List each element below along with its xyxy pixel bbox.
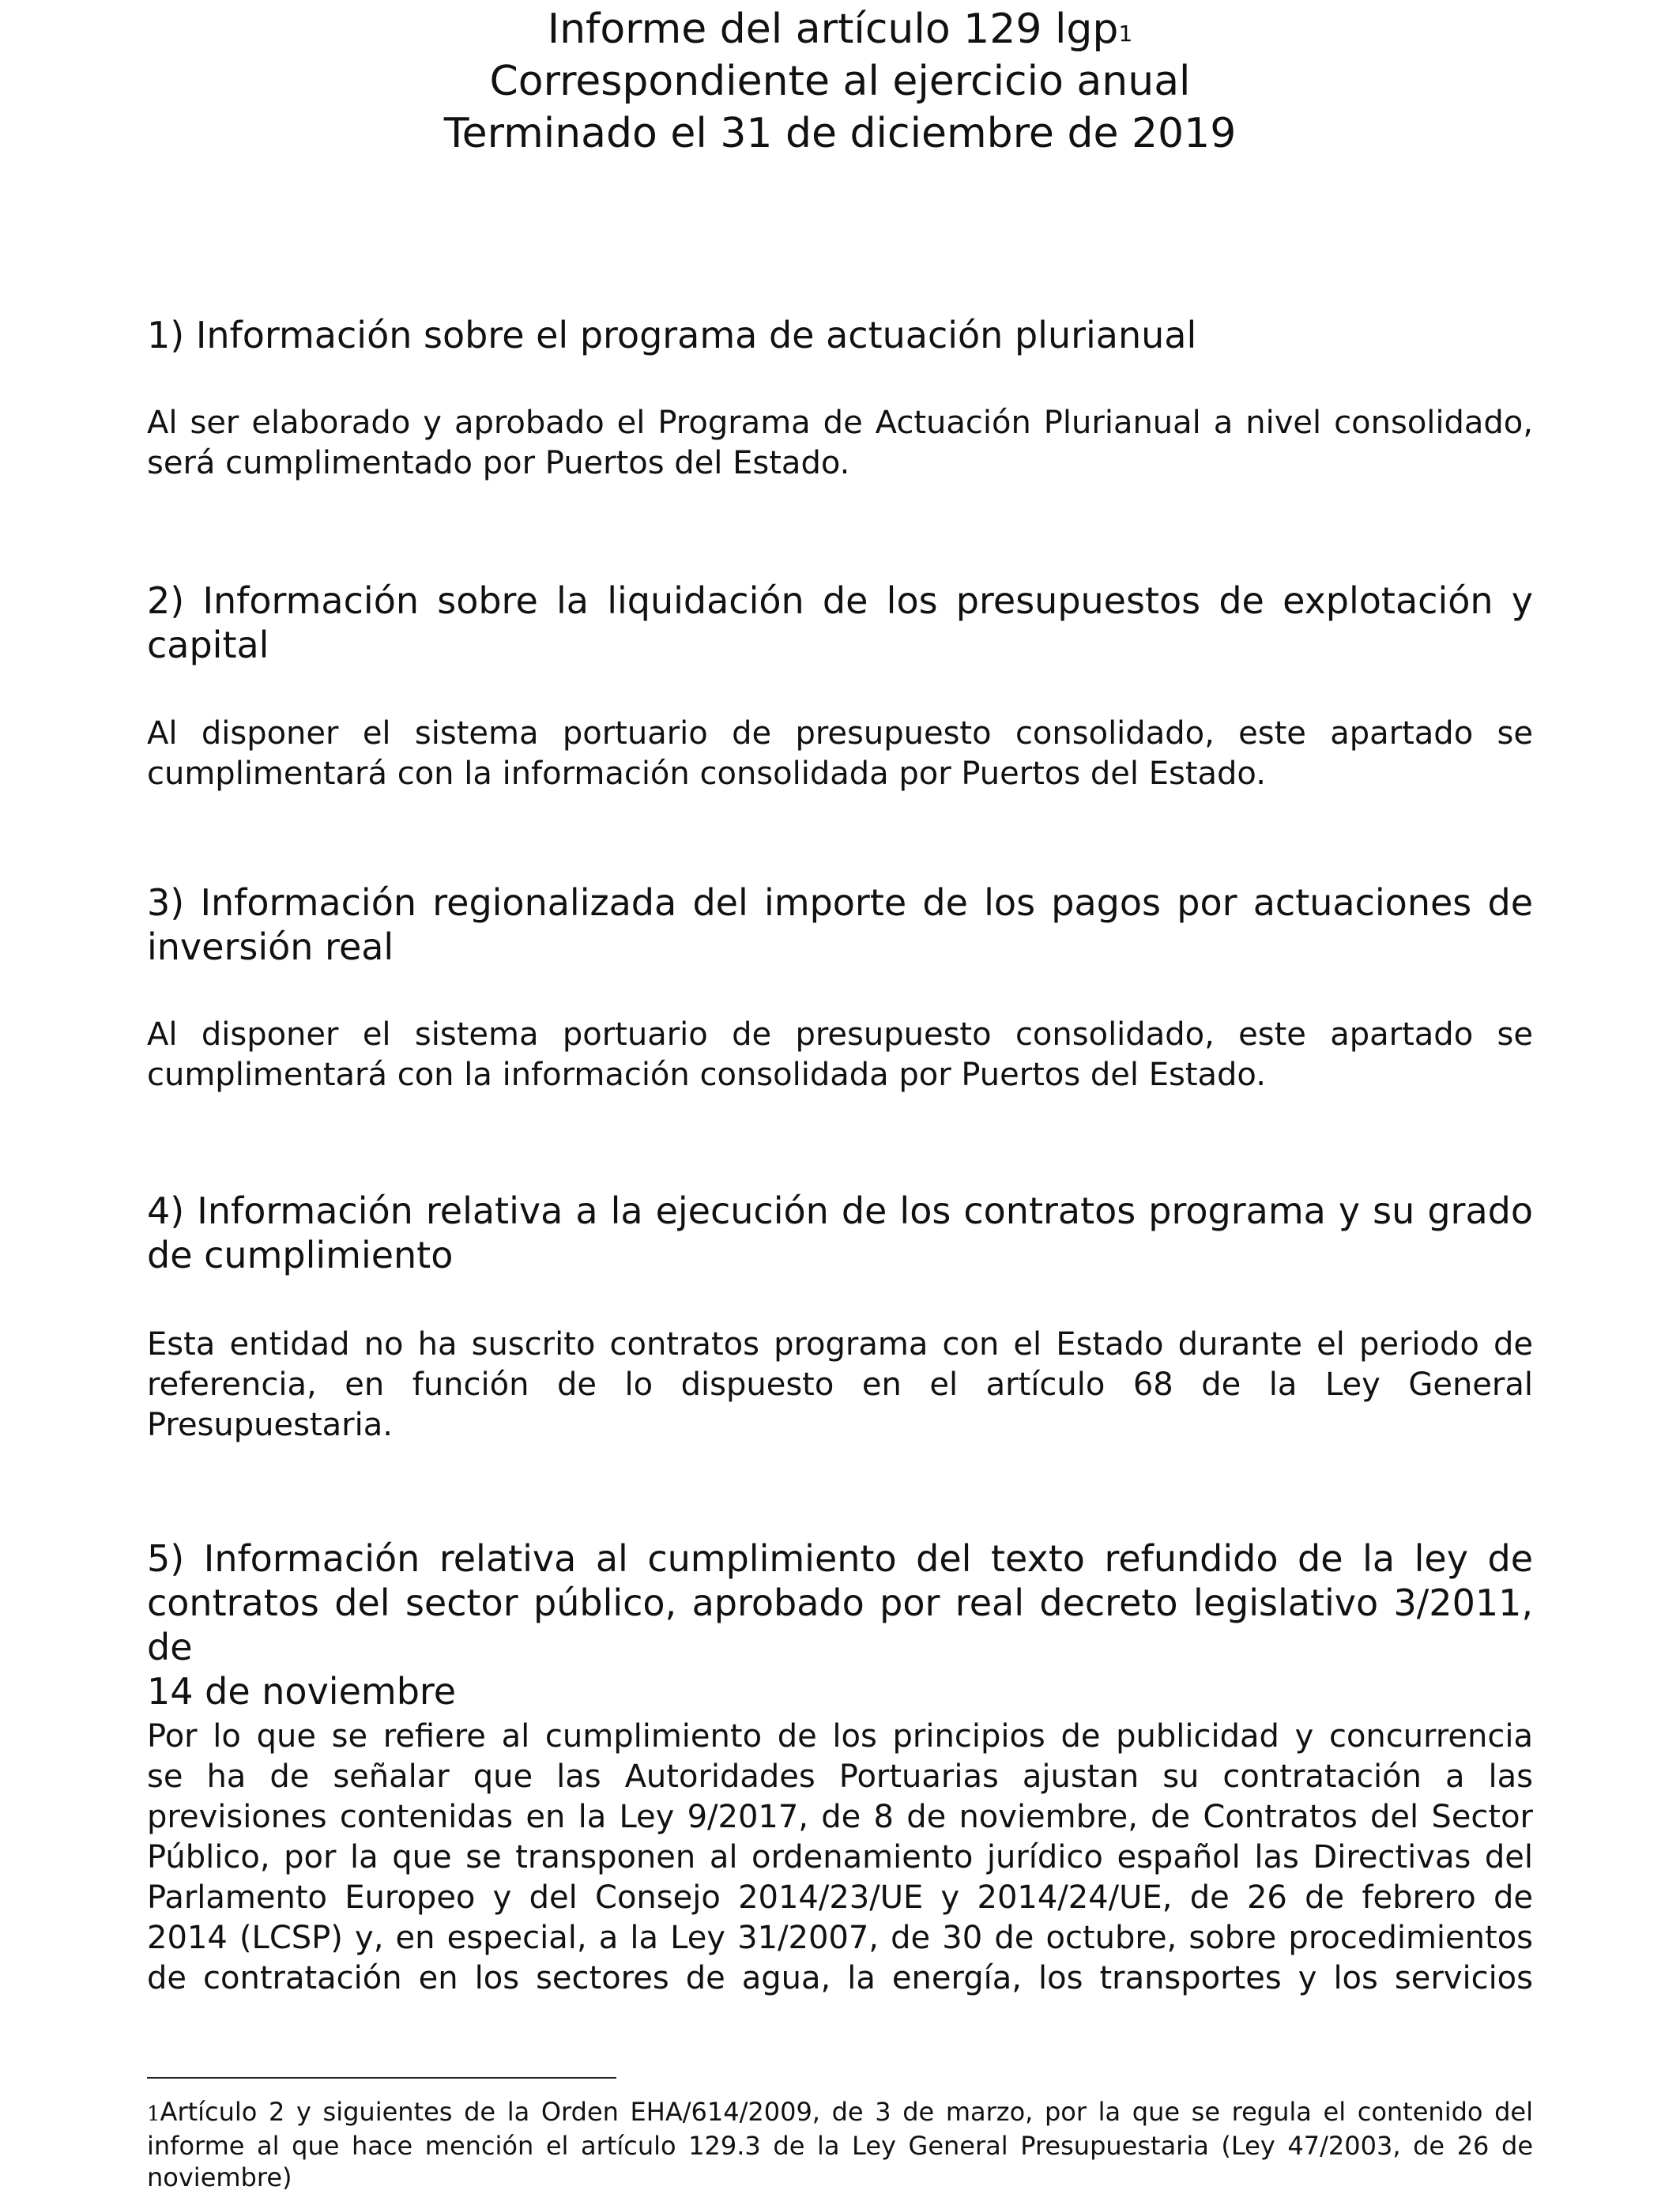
- heading-line: capital: [147, 624, 269, 666]
- body-line: referencia, en función de lo dispuesto en el artículo 68 de la Ley General: [147, 1367, 1533, 1403]
- body-line: Esta entidad no ha suscrito contratos programa con el Estado durante el periodo de: [147, 1326, 1533, 1363]
- footnote-reference[interactable]: 1: [1118, 21, 1133, 47]
- title-line-1: [0, 0, 1680, 55]
- footnote-line: [147, 2096, 1533, 2130]
- body-line: Parlamento Europeo y del Consejo 2014/23/UE y 2014/24/UE, de 26 de febrero de: [147, 1879, 1533, 1916]
- body-line: 2014 (LCSP) y, en especial, a la Ley 31/2007, de 30 de octubre, sobre procedimientos: [147, 1920, 1533, 1956]
- body-line: cumplimentará con la información consolidada por Puertos del Estado.: [147, 1057, 1266, 1093]
- body-line: Público, por la que se transponen al ordenamiento jurídico español las Directivas del: [147, 1839, 1533, 1875]
- heading-line: 14 de noviembre: [147, 1670, 457, 1713]
- section-1: [147, 313, 1533, 357]
- body-line: será cumplimentado por Puertos del Estado.: [147, 445, 850, 481]
- footnote-line-text: Artículo 2 y siguientes de la Orden EHA/614/2009, de 3 de marzo, por la que se regula el contenido del: [160, 2097, 1533, 2127]
- heading-line: contratos del sector público, aprobado por real decreto legislativo 3/2011, de: [147, 1581, 1533, 1668]
- body-line: de contratación en los sectores de agua, la energía, los transportes y los servicios: [147, 1960, 1533, 1996]
- heading-line: inversión real: [147, 925, 394, 968]
- section-2-heading: [147, 579, 1533, 667]
- title-line-3: Terminado el 31 de diciembre de 2019: [443, 110, 1237, 157]
- footnote-separator: [147, 2077, 616, 2079]
- heading-line: 4) Información relativa a la ejecución de los contratos programa y su grado: [147, 1189, 1533, 1232]
- body-line: Al ser elaborado y aprobado el Programa de Actuación Plurianual a nivel consolidado,: [147, 405, 1533, 441]
- body-line: Al disponer el sistema portuario de presupuesto consolidado, este apartado se: [147, 1016, 1533, 1053]
- footnote-line: noviembre): [147, 2162, 292, 2192]
- body-line: previsiones contenidas en la Ley 9/2017, de 8 de noviembre, de Contratos del Sector: [147, 1799, 1533, 1835]
- title-line-1-text: Informe del artículo 129 lgp: [547, 6, 1119, 53]
- footnote-mark: 1: [147, 2102, 160, 2126]
- body-line: cumplimentará con la información consolidada por Puertos del Estado.: [147, 756, 1266, 792]
- document-title: [0, 0, 1680, 160]
- section-5-body: [147, 1717, 1533, 1999]
- section-5-heading: [147, 1536, 1533, 1713]
- heading-line: 2) Información sobre la liquidación de los presupuestos de explotación y: [147, 579, 1533, 622]
- section-1-body: [147, 403, 1533, 484]
- footnote: [147, 2096, 1533, 2193]
- section-1-heading: 1) Información sobre el programa de actuación plurianual: [147, 314, 1197, 356]
- section-3-body: [147, 1015, 1533, 1095]
- body-line: se ha de señalar que las Autoridades Portuarias ajustan su contratación a las: [147, 1759, 1533, 1795]
- footnote-line: informe al que hace mención el artículo 129.3 de la Ley General Presupuestaria (Ley 47/2003, de 26 de: [147, 2131, 1533, 2161]
- section-4-body: [147, 1325, 1533, 1446]
- body-line: Por lo que se refiere al cumplimiento de los principios de publicidad y concurrencia: [147, 1718, 1533, 1755]
- heading-line: 5) Información relativa al cumplimiento del texto refundido de la ley de: [147, 1537, 1533, 1580]
- body-line: Al disponer el sistema portuario de presupuesto consolidado, este apartado se: [147, 715, 1533, 752]
- heading-line: de cumplimiento: [147, 1234, 454, 1276]
- section-2-body: [147, 714, 1533, 794]
- heading-line: 3) Información regionalizada del importe de los pagos por actuaciones de: [147, 881, 1533, 924]
- body-line: Presupuestaria.: [147, 1407, 393, 1443]
- section-3-heading: [147, 880, 1533, 969]
- section-4-heading: [147, 1189, 1533, 1277]
- title-line-2: Correspondiente al ejercicio anual: [489, 58, 1191, 105]
